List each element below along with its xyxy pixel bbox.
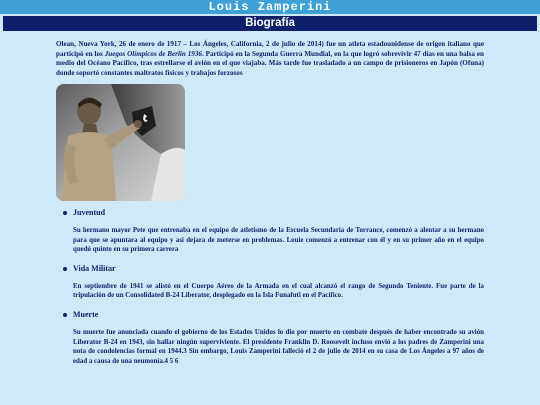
item-text: Su muerte fue anunciada cuando el gobierno de los Estados Unidos lo dio por muerto en combate después de haber encontrado su avión Liberator B-24 en 1943, sin hallar ningún superviviente. El presidente Franklin D. Roosevelt incluso envió a los padres de Zamperini una nota de condolencias formal en 1944.3 Sin embargo, Louis Zamperini falleció el 2 de julio de 2014 en su casa de Los Ángeles a 97 años de edad a causa de una neumonía.4 5 6 xyxy=(73,328,484,365)
item-text: Su hermano mayor Pete que entrenaba en el equipo de atletismo de la Escuela Secundaria de Torrance, comenzó a alentar a su hermano para que se apuntara al equipo y así dejara de meterse en problemas. Louie comenzó a entrenar con él y en su primer año en el equipo quedó quinto en su primera carrera xyxy=(73,227,484,254)
item-title: Juventud xyxy=(73,208,106,217)
section-title: Biografía xyxy=(245,17,295,29)
page-title-bar xyxy=(0,0,540,14)
list-item-muerte xyxy=(56,309,484,366)
portrait-photo xyxy=(56,84,185,201)
intro-paragraph xyxy=(56,40,484,78)
item-text: En septiembre de 1941 se alistó en el Cuerpo Aéreo de la Armada en el cual alcanzó el rango de Segundo Teniente. Fue parte de la tripulación de un Consolidated B-24 Liberator, desplegado en la Isla Funafuti en el Pacífico. xyxy=(73,282,484,300)
bullet-icon xyxy=(63,313,67,317)
bullet-icon xyxy=(63,267,67,271)
item-title: Vida Militar xyxy=(73,263,116,273)
item-title: Muerte xyxy=(73,309,99,319)
bio-list xyxy=(56,207,484,366)
list-item-vida-militar xyxy=(56,263,484,301)
list-item-juventud xyxy=(56,207,484,255)
intro-olympics-link-text: Juegos Olímpicos de Berlín 1936 xyxy=(104,49,202,58)
section-header xyxy=(3,16,537,31)
intro-text-part1: Olean, Nueva York, 26 de enero de 1917 – Los Ángeles, California, 2 de julio de 2014) fue un atleta estadounidense de origen italiano que participó en los xyxy=(56,40,484,58)
intro-text-part2: . Participó en la Segunda Guerra Mundial, en la que logró sobrevivir 47 días en una balsa en medio del Océano Pacífico, tras estrellarse el avión en el que viajaba. Más tarde fue trasladado a un campo de prisioneros en Japón (Ofuna) donde soportó constantes maltratos físicos y trabajos forzosos xyxy=(56,49,484,77)
page-title: Louis Zamperini xyxy=(208,0,332,14)
bullet-icon xyxy=(63,211,67,215)
photo-image xyxy=(56,84,185,201)
